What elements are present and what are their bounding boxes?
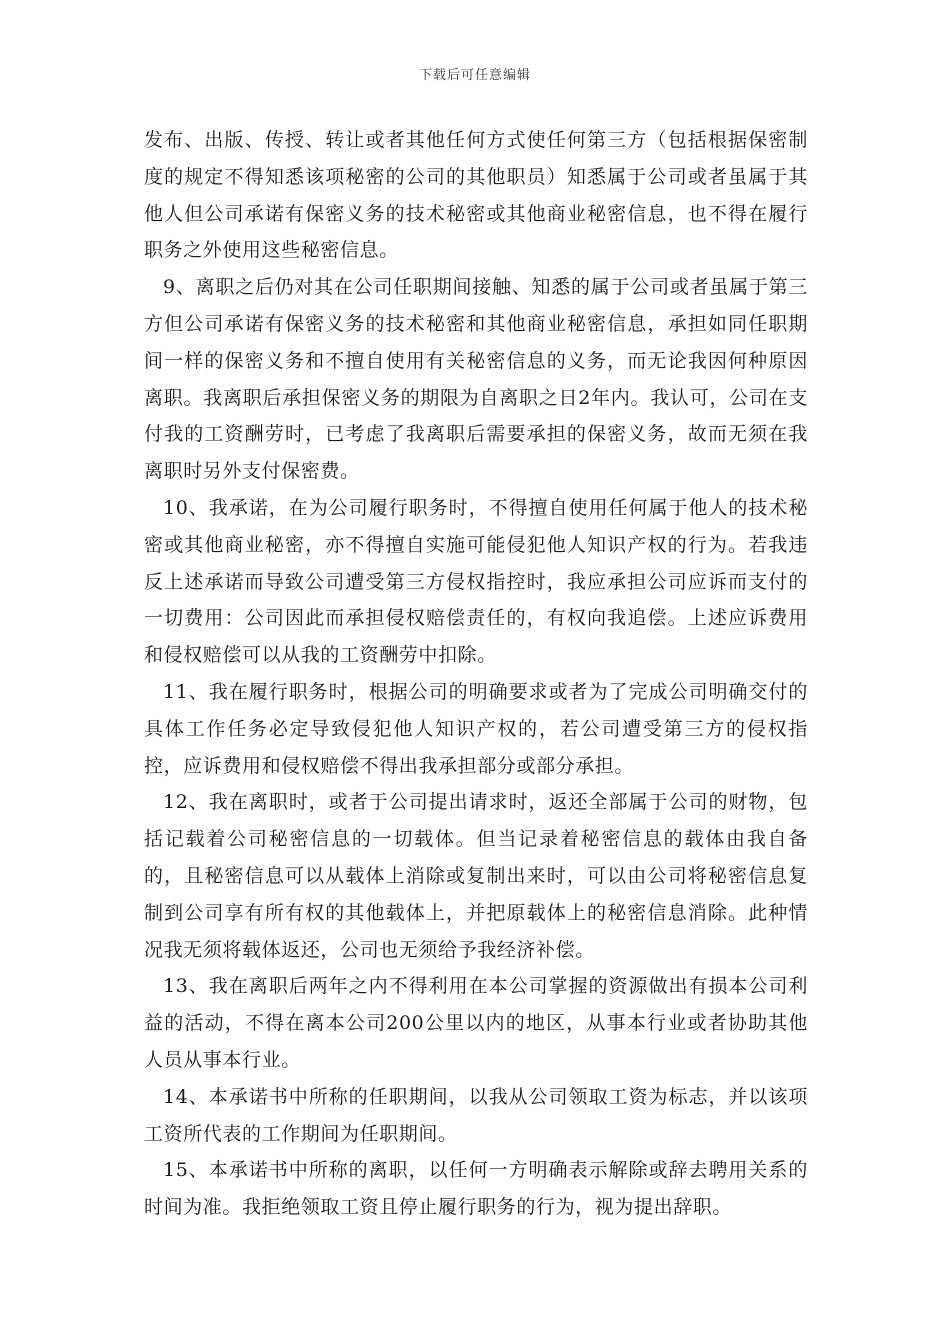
paragraph-item-11: 11、我在履行职务时，根据公司的明确要求或者为了完成公司明确交付的具体工作任务必定导致侵犯他人知识产权的，若公司遭受第三方的侵权指控，应诉费用和侵权赔偿不得出我承担部分或部分承担。 — [144, 680, 808, 777]
page-header: 下载后可任意编辑 — [418, 68, 531, 83]
paragraph-item-9: 9、离职之后仍对其在公司任职期间接触、知悉的属于公司或者虽属于第三方但公司承诺有保密义务的技术秘密和其他商业秘密信息，承担如同任职期间一样的保密义务和不擅自使用有关秘密信息的义务，而无论我因何种原因离职。我离职后承担保密义务的期限为自离职之日2年内。我认可，公司在支付我的工资酬劳时，已考虑了我离职后需要承担的保密义务，故而无须在我离职时另外支付保密费。 — [144, 276, 808, 483]
paragraph-item-10: 10、我承诺，在为公司履行职务时，不得擅自使用任何属于他人的技术秘密或其他商业秘密，亦不得擅自实施可能侵犯他人知识产权的行为。若我违反上述承诺而导致公司遭受第三方侵权指控时，我应承担公司应诉而支付的一切费用：公司因此而承担侵权赔偿责任的，有权向我追偿。上述应诉费用和侵权赔偿可以从我的工资酬劳中扣除。 — [144, 496, 808, 667]
paragraph-continued: 发布、出版、传授、转让或者其他任何方式使任何第三方（包括根据保密制度的规定不得知悉该项秘密的公司的其他职员）知悉属于公司或者虽属于其他人但公司承诺有保密义务的技术秘密或其他商业秘密信息，也不得在履行职务之外使用这些秘密信息。 — [144, 129, 808, 262]
document-body — [144, 122, 808, 1226]
paragraph-item-12: 12、我在离职时，或者于公司提出请求时，返还全部属于公司的财物，包括记载着公司秘密信息的一切载体。但当记录着秘密信息的载体由我自备的，且秘密信息可以从载体上消除或复制出来时，可以由公司将秘密信息复制到公司享有所有权的其他载体上，并把原载体上的秘密信息消除。此种情况我无须将载体返还，公司也无须给予我经济补偿。 — [144, 791, 808, 961]
paragraph-item-13: 13、我在离职后两年之内不得利用在本公司掌握的资源做出有损本公司利益的活动，不得在离本公司200公里以内的地区，从事本行业或者协助其他人员从事本行业。 — [144, 975, 808, 1071]
paragraph-item-14: 14、本承诺书中所称的任职期间，以我从公司领取工资为标志，并以该项工资所代表的工作期间为任职期间。 — [144, 1085, 808, 1145]
paragraph-item-15: 15、本承诺书中所称的离职，以任何一方明确表示解除或辞去聘用关系的时间为准。我拒绝领取工资且停止履行职务的行为，视为提出辞职。 — [144, 1159, 808, 1219]
